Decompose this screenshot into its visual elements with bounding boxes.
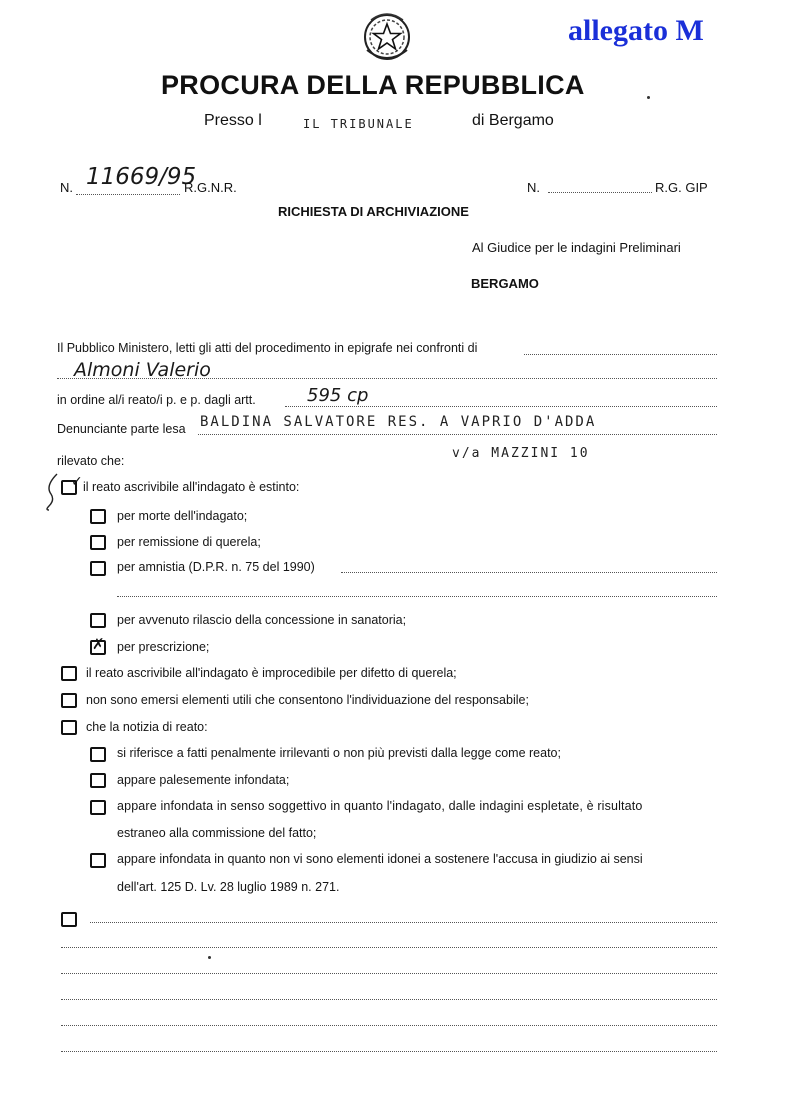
other-dotted-line-1 xyxy=(90,922,717,923)
document-title: RICHIESTA DI ARCHIVIAZIONE xyxy=(278,204,469,219)
rgnr-n-label: N. xyxy=(60,180,73,195)
handwritten-marker-icon xyxy=(43,472,63,512)
complainant-label: Denunciante parte lesa xyxy=(57,422,186,436)
checkbox-improcedible[interactable] xyxy=(61,666,77,681)
defendant-name: Almoni Valerio xyxy=(74,359,211,381)
amnesty-dotted-line-2 xyxy=(117,596,717,597)
option-extinct: il reato ascrivibile all'indagato è estinto: xyxy=(83,480,300,494)
checkbox-subjective[interactable] xyxy=(90,800,106,815)
other-dotted-line-6 xyxy=(61,1051,717,1052)
complainant-dotted-line xyxy=(198,434,717,435)
found-label: rilevato che: xyxy=(57,454,125,468)
city-label: di Bergamo xyxy=(472,112,554,129)
checkbox-death[interactable] xyxy=(90,509,106,524)
checkbox-no-elements[interactable] xyxy=(61,693,77,708)
option-amnesty: per amnistia (D.P.R. n. 75 del 1990) xyxy=(117,560,315,574)
other-dotted-line-5 xyxy=(61,1025,717,1026)
option-death: per morte dell'indagato; xyxy=(117,509,248,523)
rgnr-number: 11669/95 xyxy=(86,164,197,190)
option-improcedible: il reato ascrivibile all'indagato è improcedibile per difetto di querela; xyxy=(86,666,457,680)
option-prescription: per prescrizione; xyxy=(117,640,210,654)
gip-dotted-line xyxy=(548,192,652,193)
option-subjective-line1: appare infondata in senso soggettivo in quanto l'indagato, dalle indagini espletate, è risultato xyxy=(117,799,643,813)
option-notice: che la notizia di reato: xyxy=(86,720,208,734)
intro-dotted-line xyxy=(524,354,717,355)
checkbox-extinct-check-icon: ✓ xyxy=(71,473,83,489)
other-dotted-line-4 xyxy=(61,999,717,1000)
option-subjective-line2: estraneo alla commissione del fatto; xyxy=(117,826,317,840)
checkbox-notice[interactable] xyxy=(61,720,77,735)
defendant-dotted-line xyxy=(57,378,717,379)
rgnr-label: R.G.N.R. xyxy=(184,180,237,195)
option-unfounded: appare palesemente infondata; xyxy=(117,773,290,787)
articles-value: 595 cp xyxy=(307,385,369,406)
checkbox-irrelevant[interactable] xyxy=(90,747,106,762)
option-no-accusation-line2: dell'art. 125 D. Lv. 28 luglio 1989 n. 271. xyxy=(117,880,340,894)
recipient-city: BERGAMO xyxy=(471,276,539,291)
checkbox-remission[interactable] xyxy=(90,535,106,550)
intro-label: Il Pubblico Ministero, letti gli atti del procedimento in epigrafe nei confronti di xyxy=(57,341,478,355)
gip-n-label: N. xyxy=(527,180,540,195)
presso-label: Presso l xyxy=(204,112,262,129)
rgnr-dotted-line xyxy=(76,194,180,195)
option-remission: per remissione di querela; xyxy=(117,535,261,549)
option-concession: per avvenuto rilascio della concessione in sanatoria; xyxy=(117,613,407,627)
amnesty-dotted-line xyxy=(341,572,717,573)
other-dotted-line-3 xyxy=(61,973,717,974)
office-title: PROCURA DELLA REPUBBLICA xyxy=(161,70,585,100)
option-no-elements: non sono emersi elementi utili che consentono l'individuazione del responsabile; xyxy=(86,693,529,707)
scan-speck xyxy=(647,96,650,99)
articles-label: in ordine al/i reato/i p. e p. dagli artt. xyxy=(57,393,256,407)
annex-label: allegato M xyxy=(568,14,704,47)
checkbox-amnesty[interactable] xyxy=(90,561,106,576)
checkbox-concession[interactable] xyxy=(90,613,106,628)
option-irrelevant: si riferisce a fatti penalmente irrilevanti o non più previsti dalla legge come reato; xyxy=(117,746,561,760)
complainant-value: BALDINA SALVATORE RES. A VAPRIO D'ADDA xyxy=(200,414,597,430)
other-dotted-line-2 xyxy=(61,947,717,948)
gip-label: R.G. GIP xyxy=(655,180,708,195)
checkbox-prescription-cross-icon: ✗ xyxy=(92,636,105,653)
option-no-accusation-line1: appare infondata in quanto non vi sono elementi idonei a sostenere l'accusa in giudizio ai sensi xyxy=(117,852,643,866)
checkbox-no-accusation[interactable] xyxy=(90,853,106,868)
presso-handwritten: IL TRIBUNALE xyxy=(303,117,414,131)
checkbox-other[interactable] xyxy=(61,912,77,927)
recipient-line: Al Giudice per le indagini Preliminari xyxy=(472,240,681,255)
checkbox-unfounded[interactable] xyxy=(90,773,106,788)
republic-emblem-icon xyxy=(361,10,413,64)
articles-dotted-line xyxy=(285,406,717,407)
address-value: v/a MAZZINI 10 xyxy=(452,446,590,461)
scan-speck xyxy=(208,956,211,959)
